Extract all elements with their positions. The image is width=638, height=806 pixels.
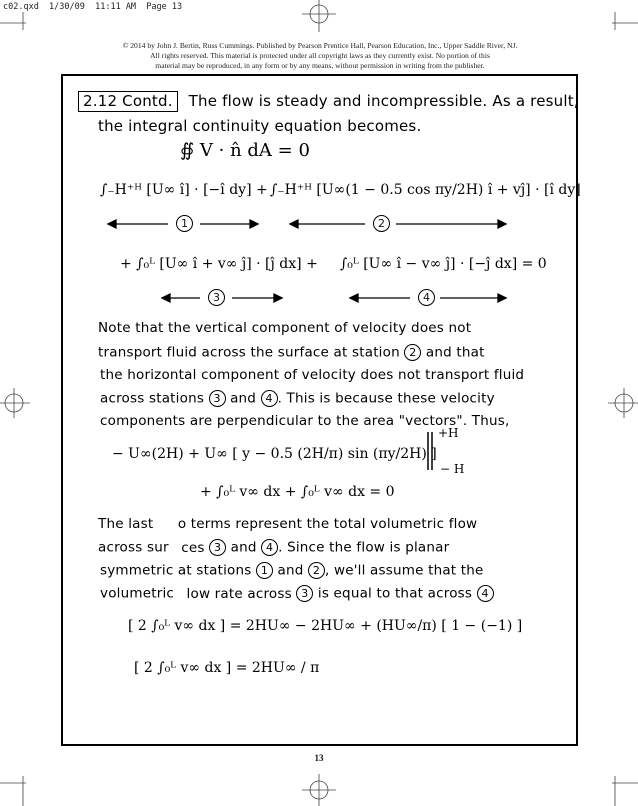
copyright-line-3: material may be reproduced, in any form or by any means, without permission in writing from the publisher. (155, 61, 485, 71)
equation-line-6: [ 2 ∫₀ᴸ v∞ dx ] = 2HU∞ / π (134, 660, 320, 676)
note-circle-4: 4 (261, 390, 278, 407)
note-line-1: Note that the vertical component of velocity does not (98, 320, 472, 336)
station-label-1: 1 (176, 215, 193, 232)
note-line-4: across stations 3 and 4 . This is because these velocity (100, 390, 495, 407)
note-circle-3: 3 (209, 390, 226, 407)
station-label-3: 3 (208, 289, 225, 306)
last-circle-2: 2 (308, 562, 325, 579)
copyright-line-1: © 2014 by John J. Bertin, Russ Cummings. Published by Pearson Prentice Hall, Pearson Education, Inc., Upper Saddle River, NJ. (122, 41, 518, 50)
intro-line-2: the integral continuity equation becomes. (98, 117, 422, 135)
equation-line-5: [ 2 ∫₀ᴸ v∞ dx ] = 2HU∞ − 2HU∞ + (HU∞/π) [ 1 − (−1) ] (128, 618, 523, 634)
station-label-2: 2 (373, 215, 390, 232)
page-number: 13 (314, 753, 324, 763)
limit-upper: +H (438, 426, 459, 440)
last-circle-4: 4 (261, 539, 278, 556)
problem-label: 2.12 Contd. (78, 91, 178, 112)
equation-line-1a: ∫₋H⁺ᴴ [U∞ î] · [−î dy] + (100, 182, 268, 198)
note-line-2: transport fluid across the surface at station 2 and that (98, 344, 485, 361)
last-circle-3: 3 (209, 539, 226, 556)
last-line-1: The last o terms represent the total volumetric flow (98, 516, 478, 532)
last-line-2: across sur ces 3 and 4 . Since the flow is planar (98, 539, 450, 556)
last-circle-4b: 4 (477, 585, 494, 602)
note-line-3: the horizontal component of velocity does not transport fluid (100, 367, 525, 383)
note-circle-2: 2 (404, 344, 421, 361)
limit-lower: − H (440, 462, 465, 476)
last-circle-1: 1 (256, 562, 273, 579)
intro-line-1: The flow is steady and incompressible. As a result, (188, 92, 579, 110)
equation-line-3: − U∞(2H) + U∞ [ y − 0.5 (2H/π) sin (πy/2H) ] (112, 446, 437, 462)
station-label-4: 4 (418, 289, 435, 306)
last-circle-3b: 3 (296, 585, 313, 602)
equation-continuity: ∯ V · n̂ dA = 0 (180, 140, 310, 161)
equation-line-2a: + ∫₀ᴸ [U∞ î + v∞ ĵ] · [ĵ dx] + (120, 256, 318, 272)
crop-header: c02.qxd 1/30/09 11:11 AM Page 13 (3, 2, 183, 12)
equation-line-2b: ∫₀ᴸ [U∞ î − v∞ ĵ] · [−ĵ dx] = 0 (340, 256, 547, 272)
copyright-line-2: All rights reserved. This material is protected under all copyright laws as they currently exist. No portion of this (150, 51, 490, 61)
last-line-4: volumetric low rate across 3 is equal to that across 4 (100, 585, 494, 602)
equation-line-4: + ∫₀ᴸ v∞ dx + ∫₀ᴸ v∞ dx = 0 (200, 484, 395, 500)
last-line-3: symmetric at stations 1 and 2 , we'll assume that the (100, 562, 484, 579)
note-line-5: components are perpendicular to the area "vectors". Thus, (100, 413, 510, 429)
equation-line-1b: ∫₋H⁺ᴴ [U∞(1 − 0.5 cos πy/2H) î + vĵ] · [î dy] (270, 182, 581, 198)
